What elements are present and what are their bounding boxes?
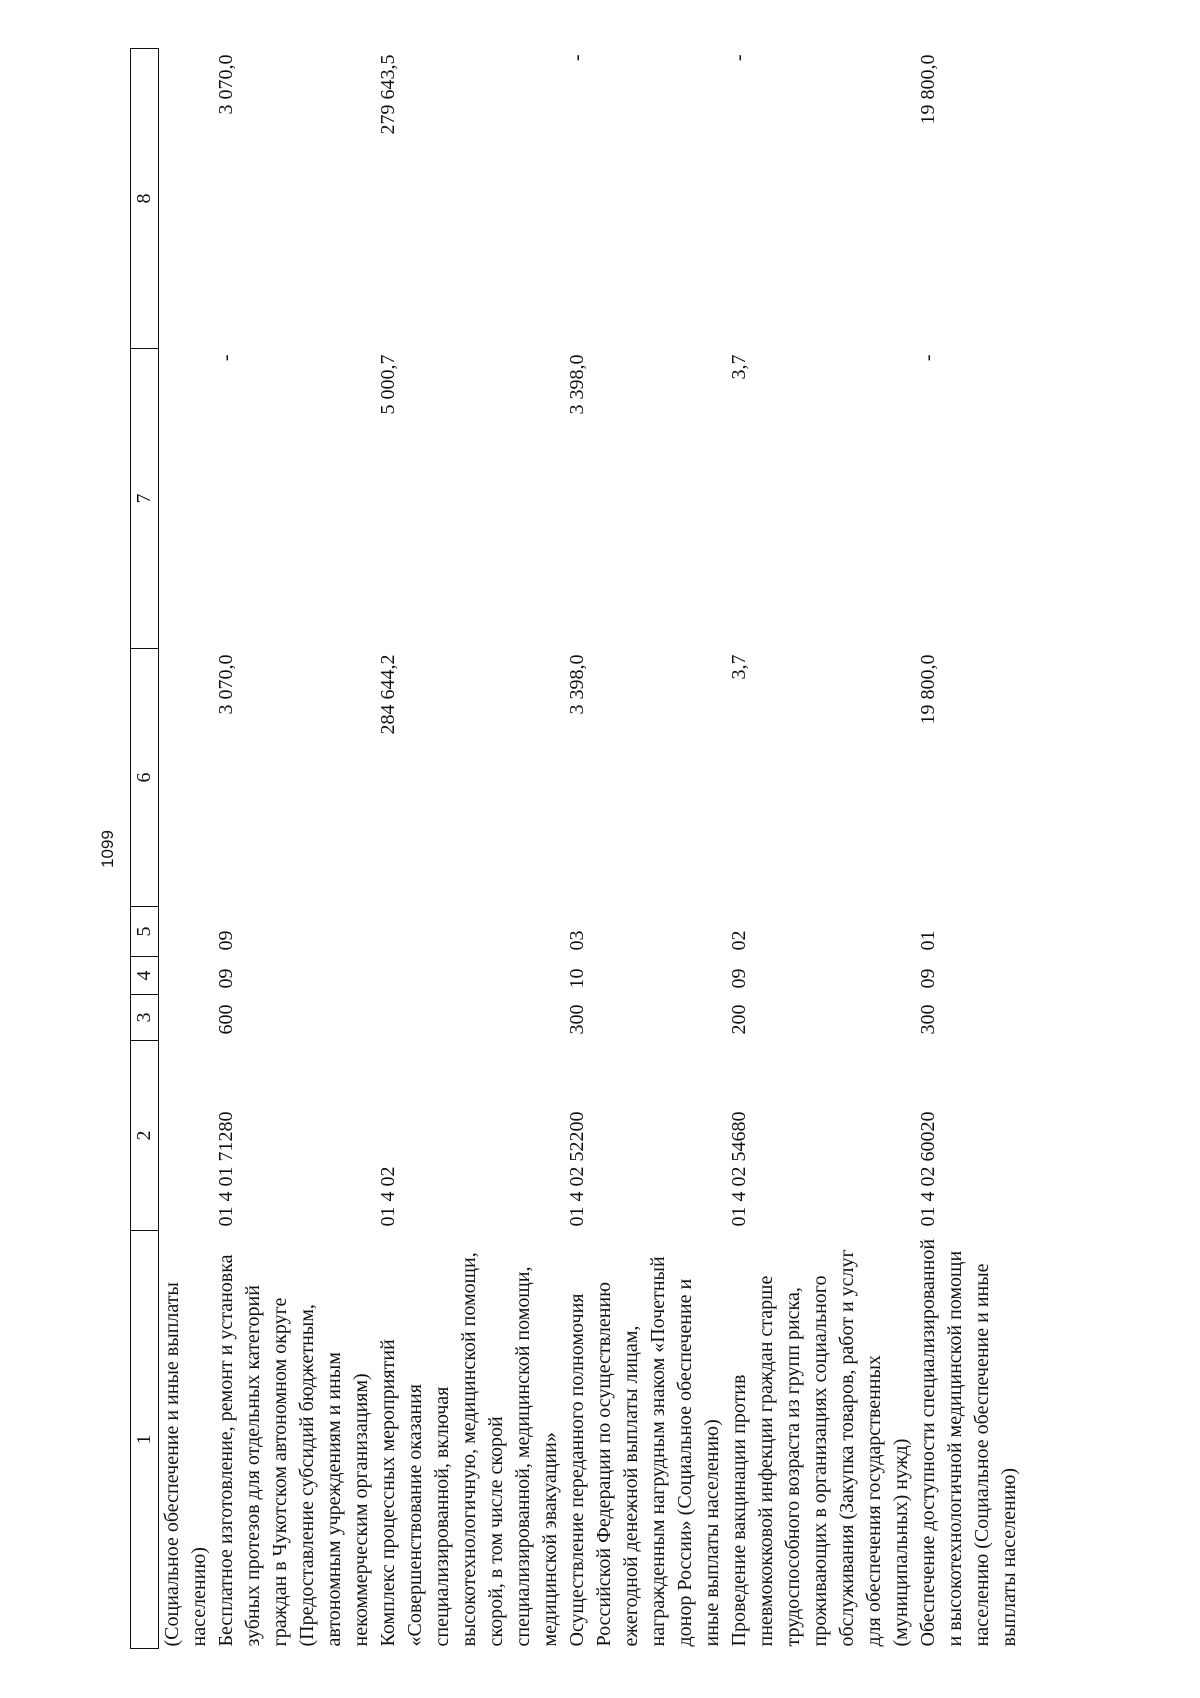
row-col-4: 09	[728, 968, 750, 989]
row-name: Комплекс процессных мероприятий «Совершенствование оказания специализированной, включая высокотехнологичную, медицинской помощи, скорой, в том числе скорой специализированной, медицинской помощи, медицинской эвакуации»	[377, 1252, 561, 1647]
row-col-5: 01	[917, 930, 939, 951]
row-name: Осуществление переданного полномочия Российской Федерации по осуществлению ежегодной денежной выплаты лицам, награжденным нагрудным знаком «Почетный донор России» (Социальное обеспечение и иные выплаты населению)	[566, 1256, 723, 1647]
row-code: 01 4 02 54680	[728, 1111, 750, 1227]
row-name: Проведение вакцинации против пневмококковой инфекции граждан старше трудоспособного возраста из групп риска, проживающих в организациях социального обслуживания (Закупка товаров, работ и услуг для обеспечения государственных (муниципальных) нужд)	[728, 1249, 912, 1647]
table-row	[564, 49, 726, 1649]
row-col-3: 600	[215, 1004, 237, 1035]
row-col-6: 3 070,0	[215, 654, 237, 715]
row-col-7: -	[215, 354, 237, 362]
row-col-3: 200	[728, 1004, 750, 1035]
row-col-7: 5 000,7	[377, 354, 399, 415]
row-code: 01 4 02 52200	[566, 1111, 588, 1227]
row-code: 01 4 01 71280	[215, 1111, 237, 1227]
header-col-5: 5	[131, 907, 159, 957]
row-code: 01 4 02 60020	[917, 1111, 939, 1227]
row-col-7	[159, 349, 214, 649]
row-col-8: 3 070,0	[215, 54, 237, 115]
row-col-4: 10	[566, 968, 588, 989]
header-col-6: 6	[131, 649, 159, 907]
header-row	[131, 49, 159, 1649]
header-col-2: 2	[131, 1041, 159, 1231]
header-col-8: 8	[131, 49, 159, 349]
row-col-7: -	[917, 354, 939, 362]
row-code	[159, 1041, 214, 1231]
table-row	[213, 49, 375, 1649]
row-col-4: 09	[917, 968, 939, 989]
row-col-6: 284 644,2	[377, 654, 399, 735]
row-col-5	[159, 907, 214, 957]
row-col-5: 02	[728, 930, 750, 951]
row-col-4	[375, 957, 564, 995]
row-col-8: -	[566, 54, 588, 62]
row-col-3	[375, 995, 564, 1041]
row-col-7: 3 398,0	[566, 354, 588, 415]
header-col-4: 4	[131, 957, 159, 995]
row-col-6	[159, 649, 214, 907]
row-col-8: 279 643,5	[377, 54, 399, 135]
row-col-3: 300	[917, 1004, 939, 1035]
row-col-3: 300	[566, 1004, 588, 1035]
header-col-7: 7	[131, 349, 159, 649]
row-col-6: 19 800,0	[917, 654, 939, 725]
row-col-6: 3,7	[728, 654, 750, 680]
row-name: Обеспечение доступности специализированной и высокотехнологичной медицинской помощи населению (Социальное обеспечение и иные выплаты населению)	[917, 1238, 1020, 1647]
row-col-8: 19 800,0	[917, 54, 939, 125]
row-col-7: 3,7	[728, 354, 750, 380]
row-name: (Социальное обеспечение и иные выплаты населению)	[161, 1282, 210, 1647]
table-row	[375, 49, 564, 1649]
table-row	[726, 49, 915, 1649]
header-col-1: 1	[131, 1231, 159, 1649]
row-col-3	[159, 995, 214, 1041]
row-col-5: 09	[215, 930, 237, 951]
header-col-3: 3	[131, 995, 159, 1041]
row-col-5: 03	[566, 930, 588, 951]
budget-table-container	[130, 49, 1130, 1649]
row-col-8	[159, 49, 214, 349]
row-name: Бесплатное изготовление, ремонт и установка зубных протезов для отдельных категорий граждан в Чукотском автономном округе (Предоставление субсидий бюджетным, автономным учреждениям и иным некоммерческим организациям)	[215, 1254, 372, 1647]
budget-table	[130, 48, 1023, 1649]
row-col-4	[159, 957, 214, 995]
row-col-6: 3 398,0	[566, 654, 588, 715]
row-col-8: -	[728, 54, 750, 62]
table-row	[159, 49, 214, 1649]
row-col-4: 09	[215, 968, 237, 989]
row-code: 01 4 02	[377, 1166, 399, 1227]
page-number: 1099	[98, 830, 117, 868]
row-col-5	[375, 907, 564, 957]
table-row	[915, 49, 1023, 1649]
